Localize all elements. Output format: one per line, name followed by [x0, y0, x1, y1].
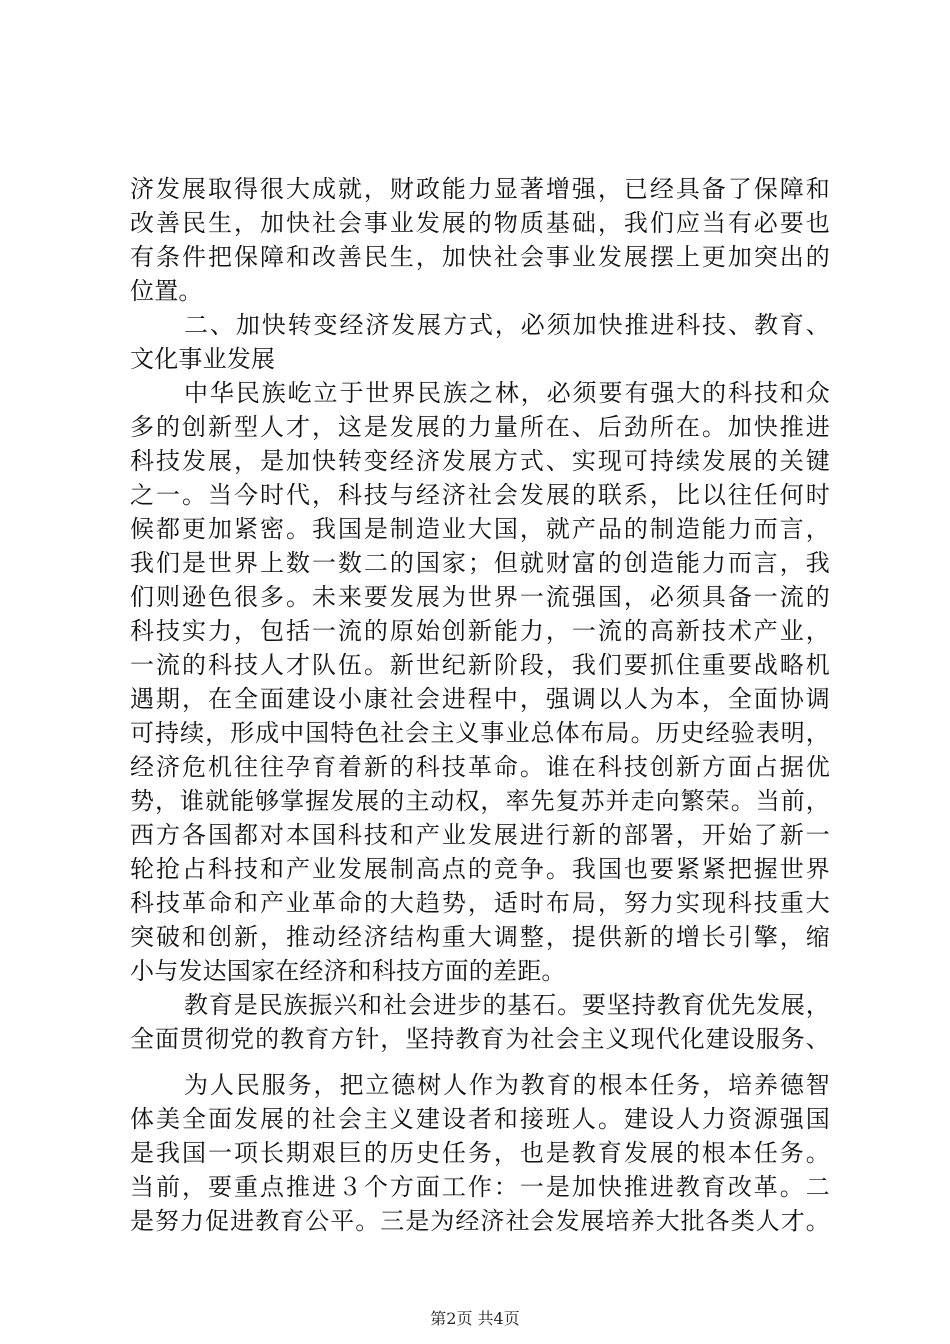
text-line: 二、加快转变经济发展方式，必须加快推进科技、教育、 — [184, 311, 830, 339]
text-line: 可持续，形成中国特色社会主义事业总体布局。历史经验表明， — [130, 719, 830, 747]
text-line: 我们是世界上数一数二的国家；但就财富的创造能力而言，我 — [130, 549, 830, 577]
text-line: 轮抢占科技和产业发展制高点的竞争。我国也要紧紧把握世界 — [130, 855, 830, 883]
text-line: 有条件把保障和改善民生，加快社会事业发展摆上更加突出的 — [130, 243, 830, 271]
text-line: 是努力促进教育公平。三是为经济社会发展培养大批各类人才。 — [130, 1207, 830, 1235]
text-line: 全面贯彻党的教育方针，坚持教育为社会主义现代化建设服务、 — [130, 1025, 830, 1053]
body-text-block-2 — [130, 1068, 830, 1238]
text-line: 突破和创新，推动经济结构重大调整，提供新的增长引擎，缩 — [130, 923, 830, 951]
body-text-block-1 — [130, 172, 830, 1056]
text-line: 为人民服务，把立德树人作为教育的根本任务，培养德智 — [184, 1071, 830, 1099]
text-line: 科技实力，包括一流的原始创新能力，一流的高新技术产业， — [130, 617, 830, 645]
text-line: 候都更加紧密。我国是制造业大国，就产品的制造能力而言， — [130, 515, 830, 543]
text-line: 小与发达国家在经济和科技方面的差距。 — [130, 957, 566, 985]
text-line: 遇期，在全面建设小康社会进程中，强调以人为本，全面协调 — [130, 685, 830, 713]
text-line: 是我国一项长期艰巨的历史任务，也是教育发展的根本任务。 — [130, 1139, 830, 1167]
page-footer — [0, 1306, 950, 1329]
text-line: 经济危机往往孕育着新的科技革命。谁在科技创新方面占据优 — [130, 753, 830, 781]
text-line: 势，谁就能够掌握发展的主动权，率先复苏并走向繁荣。当前， — [130, 787, 830, 815]
text-line: 改善民生，加快社会事业发展的物质基础，我们应当有必要也 — [130, 209, 830, 237]
text-line: 中华民族屹立于世界民族之林，必须要有强大的科技和众 — [184, 379, 830, 407]
text-line: 文化事业发展 — [130, 345, 276, 373]
text-line: 科技革命和产业革命的大趋势，适时布局，努力实现科技重大 — [130, 889, 830, 917]
text-line: 科技发展，是加快转变经济发展方式、实现可持续发展的关键 — [130, 447, 830, 475]
text-line: 济发展取得很大成就，财政能力显著增强，已经具备了保障和 — [130, 175, 830, 203]
text-line: 位置。 — [130, 277, 203, 305]
text-line: 一流的科技人才队伍。新世纪新阶段，我们要抓住重要战略机 — [130, 651, 830, 679]
text-line: 体美全面发展的社会主义建设者和接班人。建设人力资源强国 — [130, 1105, 830, 1133]
text-line: 教育是民族振兴和社会进步的基石。要坚持教育优先发展， — [184, 991, 830, 1019]
text-line: 多的创新型人才，这是发展的力量所在、后劲所在。加快推进 — [130, 413, 830, 441]
text-line: 们则逊色很多。未来要发展为世界一流强国，必须具备一流的 — [130, 583, 830, 611]
text-line: 之一。当今时代，科技与经济社会发展的联系，比以往任何时 — [130, 481, 830, 509]
text-line: 当前，要重点推进３个方面工作：一是加快推进教育改革。二 — [130, 1173, 830, 1201]
page-number: 第2页 共4页 — [430, 1309, 520, 1328]
text-line: 西方各国都对本国科技和产业发展进行新的部署，开始了新一 — [130, 821, 830, 849]
